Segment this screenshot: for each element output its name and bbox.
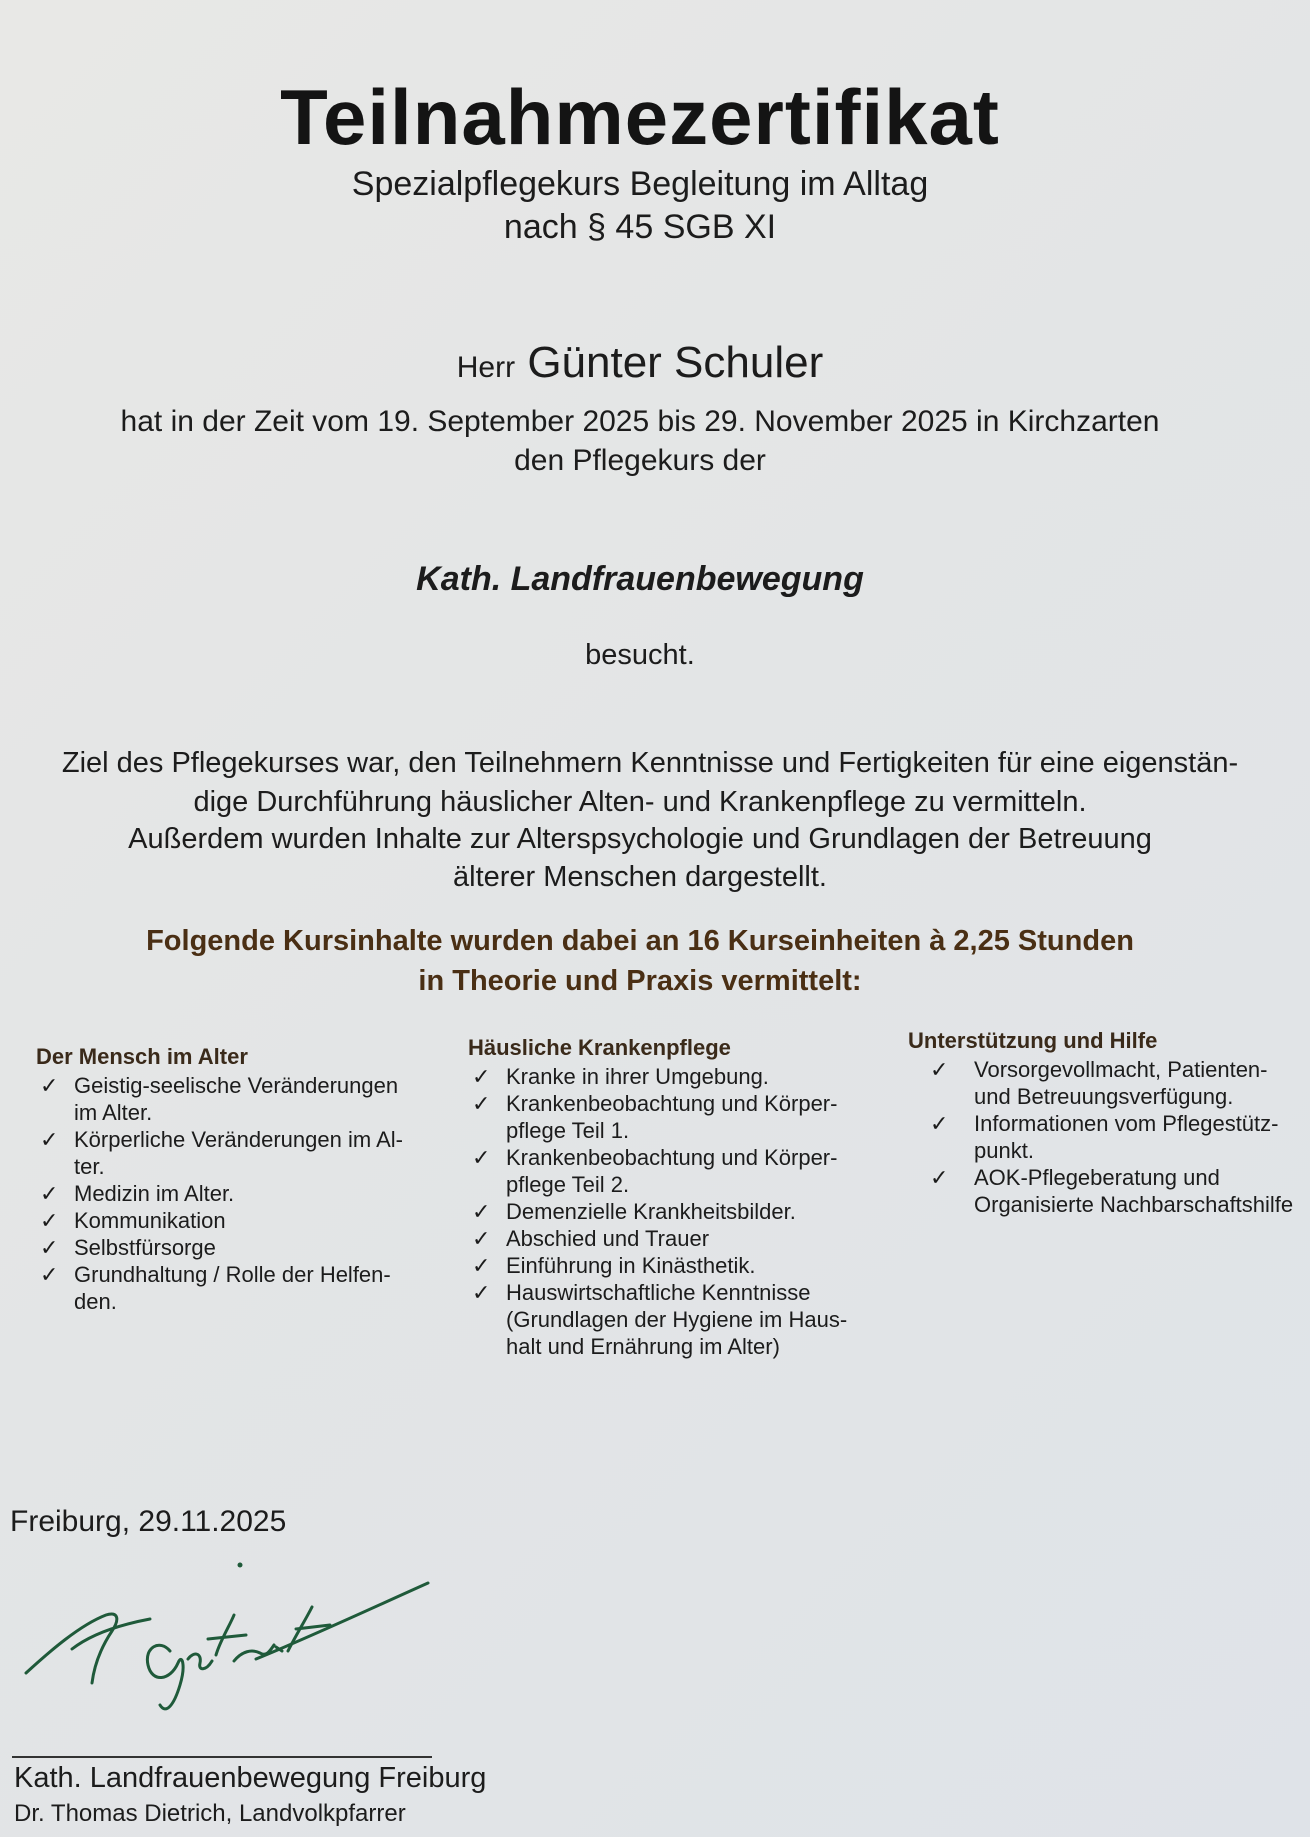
goal-line: dige Durchführung häuslicher Alten- und Krankenpflege zu vermitteln.: [193, 786, 1087, 818]
list-item-text: punkt.: [974, 1138, 1034, 1163]
check-mark-icon: ✓: [40, 1073, 59, 1098]
list-item: [36, 1261, 436, 1315]
check-mark-icon: ✓: [40, 1208, 59, 1233]
list-item-text: Informationen vom Pflegestütz-: [974, 1111, 1279, 1136]
check-mark-icon: ✓: [472, 1064, 491, 1089]
list-item: [468, 1198, 868, 1225]
list-item: [36, 1207, 436, 1234]
list-item-text: ter.: [74, 1154, 105, 1179]
list-item-text: halt und Ernährung im Alter): [506, 1334, 780, 1359]
goal-line: Ziel des Pflegekurses war, den Teilnehmern Kenntnisse und Fertigkeiten für eine eigenstän-: [61, 747, 1239, 779]
signature-person: Dr. Thomas Dietrich, Landvolkpfarrer: [14, 1800, 406, 1827]
list-item: [468, 1225, 868, 1252]
list-item-text: Abschied und Trauer: [506, 1226, 710, 1251]
check-mark-icon: ✓: [472, 1280, 491, 1305]
list-item-text: AOK-Pflegeberatung und: [974, 1165, 1220, 1190]
recipient-name: Günter Schuler: [527, 338, 824, 387]
course-period-continuation: den Pflegekurs der: [514, 444, 766, 477]
column-heading: Häusliche Krankenpflege: [468, 1035, 731, 1060]
list-item-text: pflege Teil 1.: [506, 1118, 630, 1143]
list-item: [468, 1252, 868, 1279]
contents-column-support: [908, 1027, 1308, 1218]
certificate-title: Teilnahmezertifikat: [280, 73, 1000, 161]
list-item-text: im Alter.: [74, 1100, 153, 1125]
column-heading: Unterstützung und Hilfe: [908, 1028, 1158, 1053]
column-item-list: [908, 1056, 1308, 1218]
list-item: [908, 1164, 1308, 1218]
check-mark-icon: ✓: [930, 1057, 949, 1082]
certificate-subtitle: Spezialpflegekurs Begleitung im Alltag: [351, 165, 929, 203]
course-period: hat in der Zeit vom 19. September 2025 bis 29. November 2025 in Kirchzarten: [120, 405, 1160, 438]
goal-line: Außerdem wurden Inhalte zur Alterspsychologie und Grundlagen der Betreuung: [128, 823, 1152, 855]
column-heading: Der Mensch im Alter: [36, 1044, 248, 1069]
check-mark-icon: ✓: [930, 1111, 949, 1136]
check-mark-icon: ✓: [472, 1253, 491, 1278]
check-mark-icon: ✓: [40, 1181, 59, 1206]
list-item-text: (Grundlagen der Hygiene im Haus-: [506, 1307, 848, 1332]
list-item-text: Organisierte Nachbarschaftshilfe: [974, 1192, 1294, 1217]
list-item: [36, 1180, 436, 1207]
list-item-text: Einführung in Kinästhetik.: [506, 1253, 756, 1278]
certificate-legal-basis: nach § 45 SGB XI: [503, 208, 777, 246]
list-item-text: und Betreuungsverfügung.: [974, 1084, 1234, 1109]
list-item-text: Körperliche Veränderungen im Al-: [74, 1127, 403, 1152]
contents-column-home-care: [468, 1034, 868, 1360]
signature-organization: Kath. Landfrauenbewegung Freiburg: [14, 1762, 487, 1794]
list-item-text: den.: [74, 1289, 117, 1314]
list-item-text: Krankenbeobachtung und Körper-: [506, 1145, 838, 1170]
handwritten-signature: [20, 1555, 440, 1725]
list-item: [468, 1144, 868, 1198]
check-mark-icon: ✓: [472, 1226, 491, 1251]
list-item-text: Hauswirtschaftliche Kenntnisse: [506, 1280, 811, 1305]
list-item-text: Vorsorgevollmacht, Patienten-: [974, 1057, 1268, 1082]
check-mark-icon: ✓: [472, 1199, 491, 1224]
list-item-text: Krankenbeobachtung und Körper-: [506, 1091, 838, 1116]
place-date: Freiburg, 29.11.2025: [10, 1505, 287, 1538]
list-item: [36, 1126, 436, 1180]
goal-line: älterer Menschen dargestellt.: [453, 861, 827, 893]
list-item: [908, 1056, 1308, 1110]
list-item: [36, 1072, 436, 1126]
column-item-list: [468, 1063, 868, 1360]
recipient-salutation: Herr: [456, 351, 516, 384]
list-item-text: Selbstfürsorge: [74, 1235, 216, 1260]
check-mark-icon: ✓: [472, 1091, 491, 1116]
list-item-text: Kommunikation: [74, 1208, 226, 1233]
list-item-text: Grundhaltung / Rolle der Helfen-: [74, 1262, 391, 1287]
list-item: [468, 1279, 868, 1360]
check-mark-icon: ✓: [472, 1145, 491, 1170]
course-contents-heading: Folgende Kursinhalte wurden dabei an 16 Kurseinheiten à 2,25 Stunden: [146, 925, 1134, 957]
recipient: [0, 338, 1280, 388]
check-mark-icon: ✓: [40, 1127, 59, 1152]
visited-text: besucht.: [585, 639, 695, 671]
check-mark-icon: ✓: [40, 1235, 59, 1260]
list-item: [36, 1234, 436, 1261]
contents-column-aging: [36, 1043, 436, 1315]
check-mark-icon: ✓: [930, 1165, 949, 1190]
list-item: [908, 1110, 1308, 1164]
list-item: [468, 1090, 868, 1144]
list-item-text: Kranke in ihrer Umgebung.: [506, 1064, 769, 1089]
list-item-text: pflege Teil 2.: [506, 1172, 630, 1197]
list-item-text: Medizin im Alter.: [74, 1181, 235, 1206]
list-item: [468, 1063, 868, 1090]
list-item-text: Demenzielle Krankheitsbilder.: [506, 1199, 796, 1224]
signature-line: [12, 1756, 432, 1758]
check-mark-icon: ✓: [40, 1262, 59, 1287]
course-contents-heading-continuation: in Theorie und Praxis vermittelt:: [418, 965, 862, 997]
organizer-name: Kath. Landfrauenbewegung: [416, 560, 864, 598]
list-item-text: Geistig-seelische Veränderungen: [74, 1073, 399, 1098]
column-item-list: [36, 1072, 436, 1315]
